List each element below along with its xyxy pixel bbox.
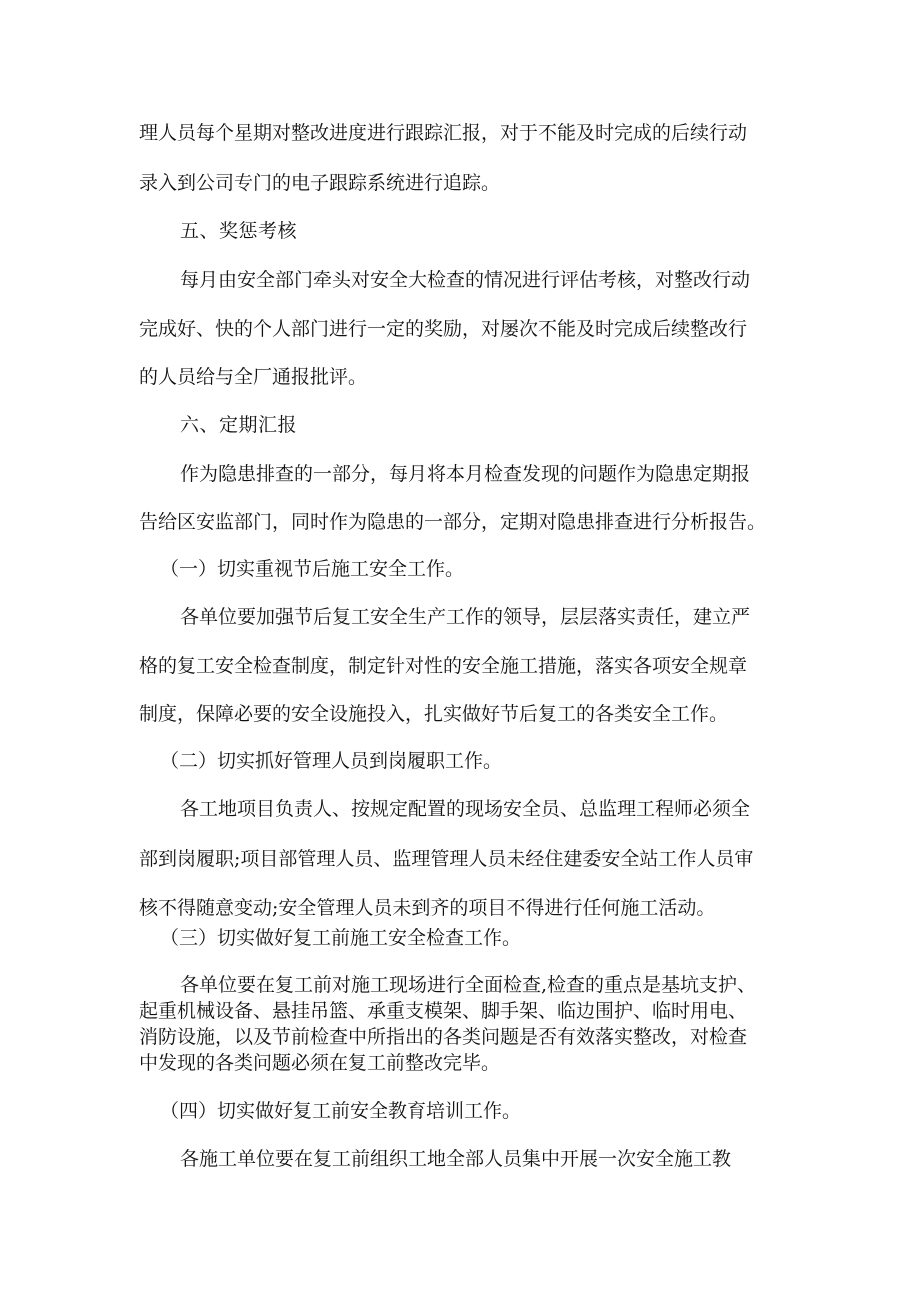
subsection-heading-3: （三）切实做好复工前施工安全检查工作。 xyxy=(160,927,522,949)
paragraph-first-line: 各单位要在复工前对施工现场进行全面检查,检查的重点是基坑支护、 xyxy=(180,974,757,996)
body-text-line: 完成好、快的个人部门进行一定的奖励，对屡次不能及时完成后续整改行 xyxy=(139,318,748,340)
section-heading-reporting: 六、定期汇报 xyxy=(180,414,298,436)
body-text-line: 起重机械设备、悬挂吊篮、承重支模架、脚手架、临边围护、临时用电、 xyxy=(139,1000,748,1022)
body-text-line: 录入到公司专门的电子跟踪系统进行追踪。 xyxy=(139,172,501,194)
body-text-line: 部到岗履职;项目部管理人员、监理管理人员未经住建委安全站工作人员审 xyxy=(139,848,754,870)
paragraph-first-line: 作为隐患排查的一部分，每月将本月检查发现的问题作为隐患定期报 xyxy=(180,463,751,485)
subsection-heading-4: （四）切实做好复工前安全教育培训工作。 xyxy=(160,1100,522,1122)
paragraph-first-line: 每月由安全部门牵头对安全大检查的情况进行评估考核，对整改行动 xyxy=(180,269,751,291)
body-text-line: 中发现的各类问题必须在复工前整改完毕。 xyxy=(139,1052,501,1074)
body-text-line: 的人员给与全厂通报批评。 xyxy=(139,366,368,388)
section-heading-rewards: 五、奖惩考核 xyxy=(180,220,298,242)
subsection-heading-2: （二）切实抓好管理人员到岗履职工作。 xyxy=(160,750,503,772)
paragraph-first-line: 各单位要加强节后复工安全生产工作的领导，层层落实责任，建立严 xyxy=(180,606,751,628)
body-text-line: 告给区安监部门，同时作为隐患的一部分，定期对隐患排查进行分析报告。 xyxy=(139,511,767,533)
paragraph-first-line: 各施工单位要在复工前组织工地全部人员集中开展一次安全施工教 xyxy=(180,1148,732,1170)
paragraph-first-line: 各工地项目负责人、按规定配置的现场安全员、总监理工程师必须全 xyxy=(180,798,751,820)
body-text-line: 制度，保障必要的安全设施投入，扎实做好节后复工的各类安全工作。 xyxy=(139,703,729,725)
body-text-line: 理人员每个星期对整改进度进行跟踪汇报，对于不能及时完成的后续行动 xyxy=(139,122,748,144)
body-text-line: 消防设施，以及节前检查中所指出的各类问题是否有效落实整改，对检查 xyxy=(139,1026,748,1048)
subsection-heading-1: （一）切实重视节后施工安全工作。 xyxy=(160,558,465,580)
body-text-line: 格的复工安全检查制度，制定针对性的安全施工措施，落实各项安全规章 xyxy=(139,655,748,677)
body-text-line: 核不得随意变动;安全管理人员未到齐的项目不得进行任何施工活动。 xyxy=(139,897,716,919)
